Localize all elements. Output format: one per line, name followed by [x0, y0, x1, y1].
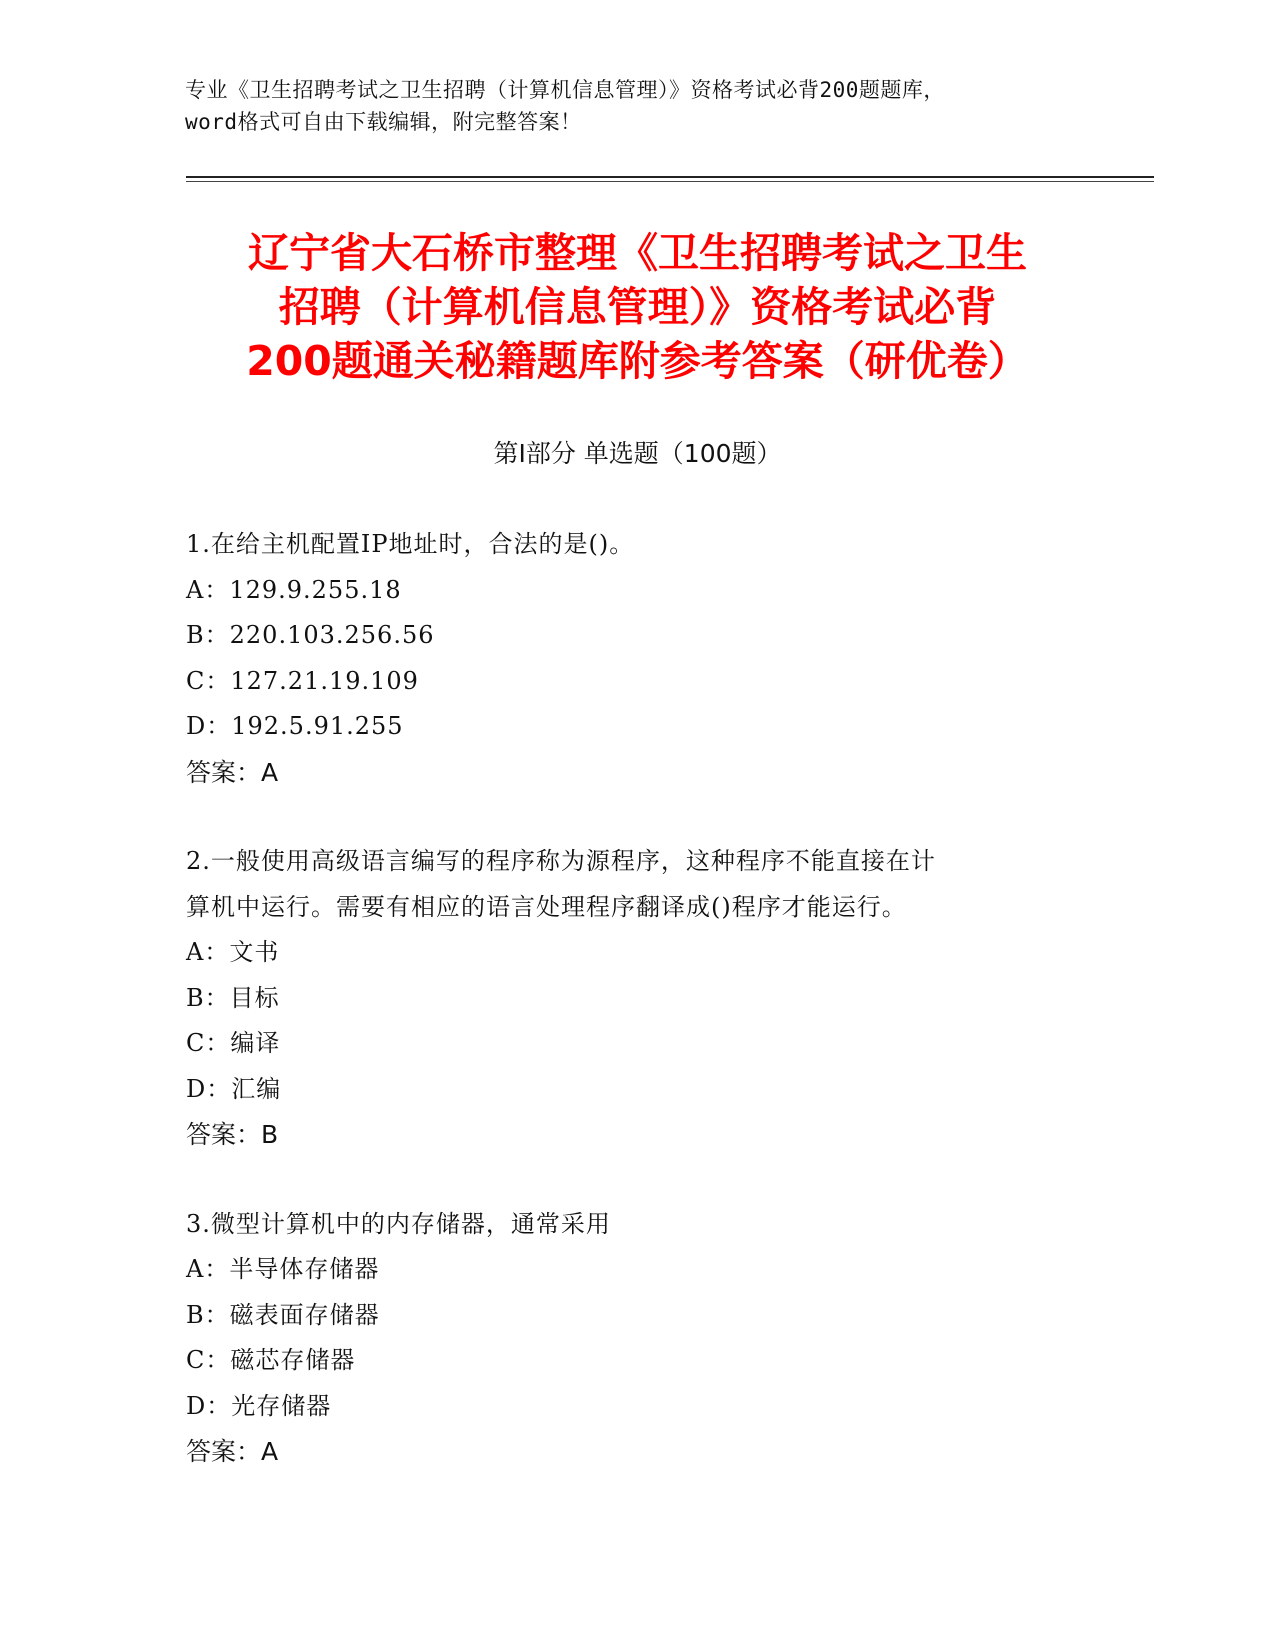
option-b: B：磁表面存储器: [186, 1300, 380, 1329]
answer: 答案：A: [186, 757, 279, 787]
header-note: [185, 74, 1085, 138]
question-stem: 1.在给主机配置IP地址时，合法的是()。: [186, 530, 635, 558]
header-line-1: 专业《卫生招聘考试之卫生招聘（计算机信息管理）》资格考试必背200题题库，: [185, 78, 945, 102]
option-d: D：192.5.91.255: [186, 712, 404, 740]
option-c: C：磁芯存储器: [186, 1346, 356, 1374]
question-2: [186, 839, 1086, 1158]
header-line-2: word格式可自由下载编辑，附完整答案！: [185, 110, 582, 134]
option-d: D：光存储器: [186, 1391, 332, 1420]
option-a: A：文书: [186, 938, 280, 966]
title-line-3: 200题通关秘籍题库附参考答案（研优卷）: [246, 337, 1029, 385]
question-stem-line-1: 2.一般使用高级语言编写的程序称为源程序，这种程序不能直接在计: [186, 847, 936, 875]
option-c: C：127.21.19.109: [186, 666, 419, 695]
document-title: [150, 226, 1125, 388]
header-divider-thin: [186, 181, 1154, 182]
header-divider-thick: [186, 176, 1154, 178]
answer: 答案：B: [186, 1120, 279, 1149]
option-b: B：220.103.256.56: [186, 621, 435, 649]
question-1: [186, 522, 1086, 795]
option-a: A：129.9.255.18: [186, 575, 402, 604]
question-3: [186, 1202, 1086, 1475]
question-stem: 3.微型计算机中的内存储器，通常采用: [186, 1209, 611, 1238]
title-line-1: 辽宁省大石桥市整理《卫生招聘考试之卫生: [248, 229, 1027, 277]
section-heading: 第Ⅰ部分 单选题（100题）: [493, 439, 782, 468]
option-a: A：半导体存储器: [186, 1255, 380, 1283]
question-list: [186, 522, 1086, 1519]
title-line-2: 招聘（计算机信息管理）》资格考试必背: [278, 283, 997, 331]
option-d: D：汇编: [186, 1074, 282, 1103]
answer: 答案：A: [186, 1437, 279, 1466]
question-stem-line-2: 算机中运行。需要有相应的语言处理程序翻译成()程序才能运行。: [186, 892, 907, 921]
option-b: B：目标: [186, 983, 280, 1012]
option-c: C：编译: [186, 1029, 281, 1057]
